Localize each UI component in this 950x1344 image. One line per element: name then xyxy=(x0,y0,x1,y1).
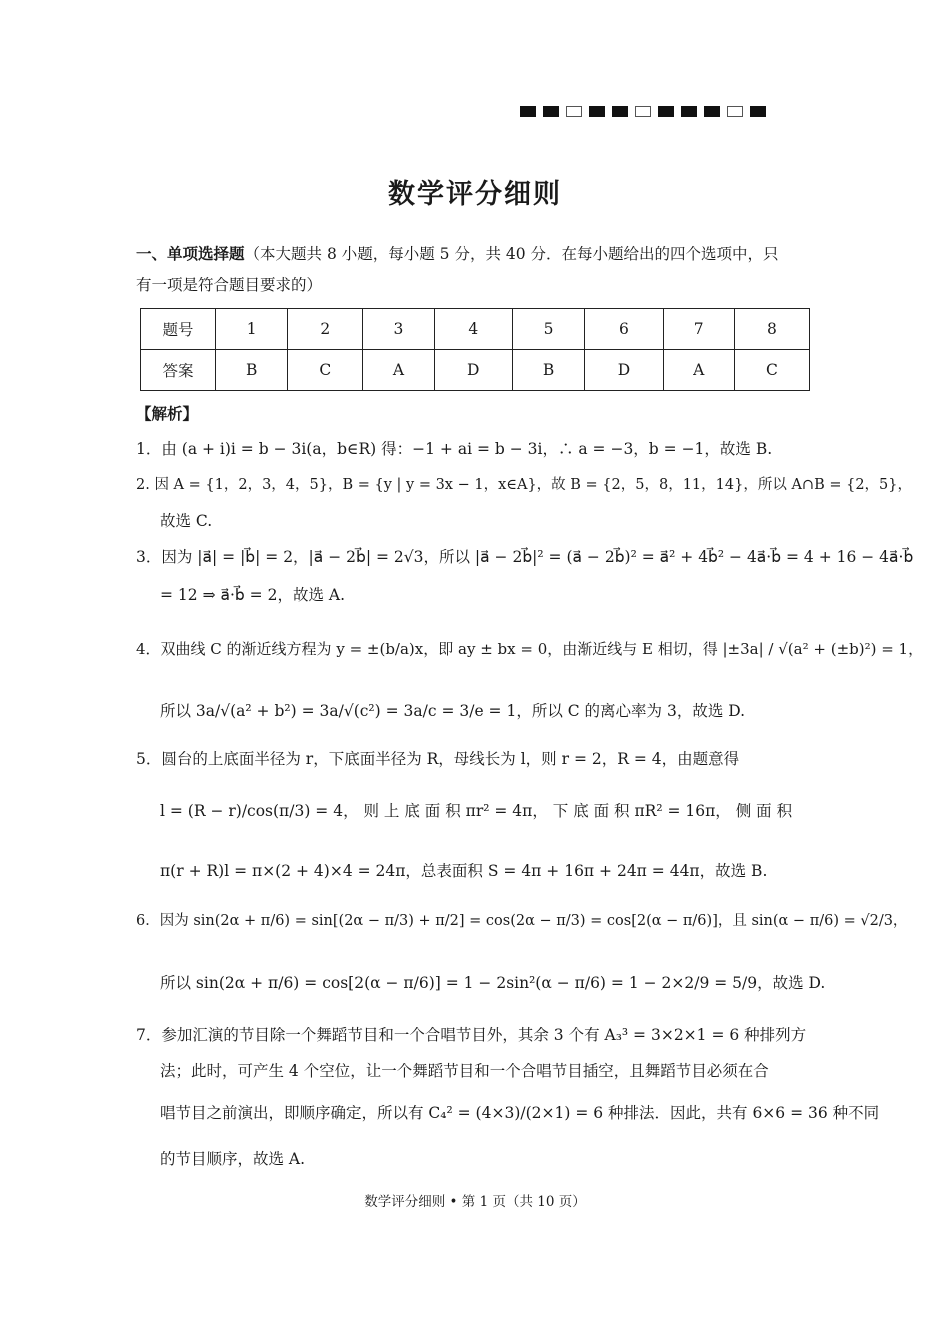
section-heading: 一、单项选择题 xyxy=(136,244,245,263)
solution-line: π(r + R)l = π×(2 + 4)×4 = 24π，总表面积 S = 4π + 16π + 24π = 44π，故选 B. xyxy=(160,862,768,880)
solution-line: = 12 ⇒ a⃗·b⃗ = 2，故选 A. xyxy=(160,586,345,604)
solution-line: 唱节目之前演出，即顺序确定，所以有 C₄² = (4×3)/(2×1) = 6 种排法．因此，共有 6×6 = 36 种不同 xyxy=(160,1104,880,1122)
header-mark xyxy=(520,106,536,117)
solution-line: 故选 C. xyxy=(160,512,213,530)
header-mark xyxy=(566,106,582,117)
solution-line: 7．参加汇演的节目除一个舞蹈节目和一个合唱节目外，其余 3 个有 A₃³ = 3×2×1 = 6 种排列方 xyxy=(136,1026,807,1044)
header-mark xyxy=(543,106,559,117)
answer-table xyxy=(140,308,810,391)
header-mark xyxy=(727,106,743,117)
solution-line: 2. 因 A = {1，2，3，4，5}，B = {y | y = 3x − 1，x∈A}，故 B = {2，5，8，11，14}，所以 A∩B = {2，5}， xyxy=(136,477,912,493)
question-number: 3 xyxy=(363,309,434,350)
solution-line: 4．双曲线 C 的渐近线方程为 y = ±(b/a)x，即 ay ± bx = 0，由渐近线与 E 相切，得 |±3a| / √(a² + (±b)²) = 1， xyxy=(136,640,924,658)
solution-line: 6．因为 sin(2α + π/6) = sin[(2α − π/3) + π/2] = cos(2α − π/3) = cos[2(α − π/6)]，且 sin(α − π/6) = √2/3， xyxy=(136,913,908,929)
row-label-answer: 答案 xyxy=(141,350,216,391)
question-number: 6 xyxy=(585,309,663,350)
section-desc-line1: （本大题共 8 小题，每小题 5 分，共 40 分．在每小题给出的四个选项中，只 xyxy=(244,245,779,263)
question-number: 4 xyxy=(434,309,512,350)
page-title: 数学评分细则 xyxy=(388,179,562,210)
table-row-answers xyxy=(141,350,810,391)
answer-cell: D xyxy=(434,350,512,391)
solution-line: 所以 sin(2α + π/6) = cos[2(α − π/6)] = 1 − 2sin²(α − π/6) = 1 − 2×2/9 = 5/9，故选 D. xyxy=(160,974,826,992)
header-mark xyxy=(704,106,720,117)
solution-line: 5．圆台的上底面半径为 r，下底面半径为 R，母线长为 l，则 r = 2，R = 4，由题意得 xyxy=(136,750,740,768)
solution-line: 所以 3a/√(a² + b²) = 3a/√(c²) = 3a/c = 3/e = 1，所以 C 的离心率为 3，故选 D. xyxy=(160,702,746,720)
header-mark xyxy=(681,106,697,117)
question-number: 1 xyxy=(216,309,288,350)
header-mark xyxy=(589,106,605,117)
header-mark xyxy=(612,106,628,117)
answer-cell: B xyxy=(216,350,288,391)
header-mark xyxy=(635,106,651,117)
analysis-label: 【解析】 xyxy=(136,404,199,423)
header-marks xyxy=(520,106,766,117)
answer-cell: D xyxy=(585,350,663,391)
answer-cell: A xyxy=(663,350,734,391)
question-number: 5 xyxy=(512,309,584,350)
solution-line: 法；此时，可产生 4 个空位，让一个舞蹈节目和一个合唱节目插空，且舞蹈节目必须在合 xyxy=(160,1062,769,1080)
answer-cell: A xyxy=(363,350,434,391)
page-footer: 数学评分细则 • 第 1 页（共 10 页） xyxy=(364,1194,586,1210)
section-intro xyxy=(136,238,816,301)
question-number: 7 xyxy=(663,309,734,350)
table-row-numbers xyxy=(141,309,810,350)
solution-line: l = (R − r)/cos(π/3) = 4， 则 上 底 面 积 πr² = 4π， 下 底 面 积 πR² = 16π， 侧 面 积 xyxy=(160,802,793,820)
question-number: 8 xyxy=(734,309,809,350)
section-desc-line2: 有一项是符合题目要求的） xyxy=(136,276,323,294)
answer-cell: C xyxy=(734,350,809,391)
solution-line: 1．由 (a + i)i = b − 3i(a，b∈R) 得：−1 + ai = b − 3i，∴ a = −3，b = −1，故选 B. xyxy=(136,440,773,458)
header-mark xyxy=(658,106,674,117)
answer-cell: B xyxy=(512,350,584,391)
solution-line: 3．因为 |a⃗| = |b⃗| = 2，|a⃗ − 2b⃗| = 2√3，所以 |a⃗ − 2b⃗|² = (a⃗ − 2b⃗)² = a⃗² + 4b⃗² − 4a⃗·b⃗ = 4 + 16 − 4a⃗·b⃗ xyxy=(136,548,914,566)
question-number: 2 xyxy=(288,309,363,350)
header-mark xyxy=(750,106,766,117)
solution-line: 的节目顺序，故选 A. xyxy=(160,1150,306,1168)
row-label-number: 题号 xyxy=(141,309,216,350)
answer-cell: C xyxy=(288,350,363,391)
